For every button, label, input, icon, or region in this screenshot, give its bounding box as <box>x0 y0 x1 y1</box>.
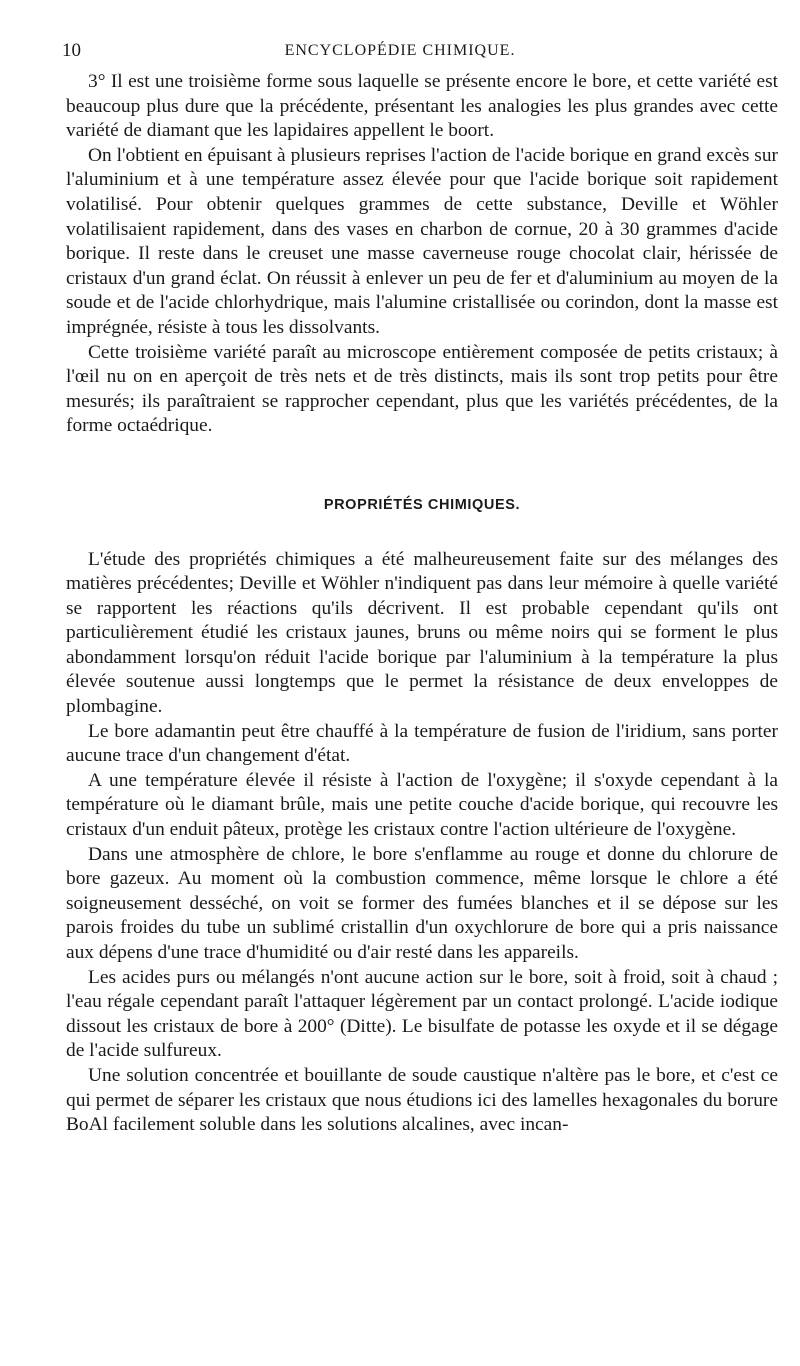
page-header <box>62 40 738 66</box>
paragraph: Dans une atmosphère de chlore, le bore s'enflamme au rouge et donne du chlorure de bore gazeux. Au moment où la combustion commence, même lorsque le chlore a été soigneusement desséché, on voit se former des fumées blanches et il se dépose sur les parois froides du tube un sublimé cristallin d'un oxychlorure de bore qui a pris naissance aux dépens d'une trace d'humidité ou d'air resté dans les appareils. <box>66 843 778 963</box>
section-heading: PROPRIÉTÉS CHIMIQUES. <box>323 496 521 513</box>
paragraph: 3° Il est une troisième forme sous laquelle se présente encore le bore, et cette variété est beaucoup plus dure que la précédente, présentant les analogies les plus grandes avec cette variété de diamant que les lapidaires appellent le boort. <box>66 71 778 142</box>
paragraph: Cette troisième variété paraît au microscope entièrement composée de petits cristaux; à l'œil nu on en aperçoit de très nets et de très distincts, mais ils sont trop petits pour être mesurés; ils paraîtraient se rapprocher cependant, plus que les variétés précédentes, de la forme octaédrique. <box>66 341 778 437</box>
running-title: ENCYCLOPÉDIE CHIMIQUE. <box>284 42 516 59</box>
paragraph: Une solution concentrée et bouillante de soude caustique n'altère pas le bore, et c'est ce qui permet de séparer les cristaux que nous étudions ici des lamelles hexagonales du borure BoAl facilement soluble dans les solutions alcalines, avec incan- <box>66 1064 778 1136</box>
paragraph: L'étude des propriétés chimiques a été malheureusement faite sur des mélanges des matières précédentes; Deville et Wöhler n'indiquent pas dans leur mémoire à quelle variété se rapportent les réactions qu'ils décrivent. Il est probable cependant qu'ils ont particulièrement étudié les cristaux jaunes, bruns ou même noirs qui se forment le plus abondamment lorsqu'on réduit l'acide borique par l'aluminium à la température la plus élevée soutenue aussi longtemps que le permet la résistance de deux enveloppes de plombagine. <box>66 548 778 718</box>
paragraph: Les acides purs ou mélangés n'ont aucune action sur le bore, soit à froid, soit à chaud ; l'eau régale cependant paraît l'attaquer légèrement par un contact prolongé. L'acide iodique dissout les cristaux de bore à 200° (Ditte). Le bisulfate de potasse les oxyde et il se dégage de l'acide sulfureux. <box>66 966 778 1062</box>
page-number: 10 <box>62 40 81 61</box>
page-body <box>66 70 778 1138</box>
paragraph: A une température élevée il résiste à l'action de l'oxygène; il s'oxyde cependant à la température où le diamant brûle, mais une petite couche d'acide borique, qui recouvre les cristaux d'un enduit pâteux, protège les cristaux contre l'action ultérieure de l'oxygène. <box>66 769 778 841</box>
paragraph: Le bore adamantin peut être chauffé à la température de fusion de l'iridium, sans porter aucune trace d'un changement d'état. <box>66 720 778 767</box>
paragraph: On l'obtient en épuisant à plusieurs reprises l'action de l'acide borique en grand excès sur l'aluminium et à une température assez élevée pour que l'acide borique soit rapidement volatilisé. Pour obtenir quelques grammes de cette substance, Deville et Wöhler volatilisaient rapidement, dans des vases en charbon de cornue, 20 à 30 grammes d'acide borique. Il reste dans le creuset une masse caverneuse rouge chocolat clair, hérissée de cristaux d'un grand éclat. On réussit à enlever un peu de fer et d'aluminium au moyen de la soude et de l'acide chlorhydrique, mais l'alumine cristallisée ou corindon, dont la masse est imprégnée, résiste à tous les dissolvants. <box>66 144 778 338</box>
